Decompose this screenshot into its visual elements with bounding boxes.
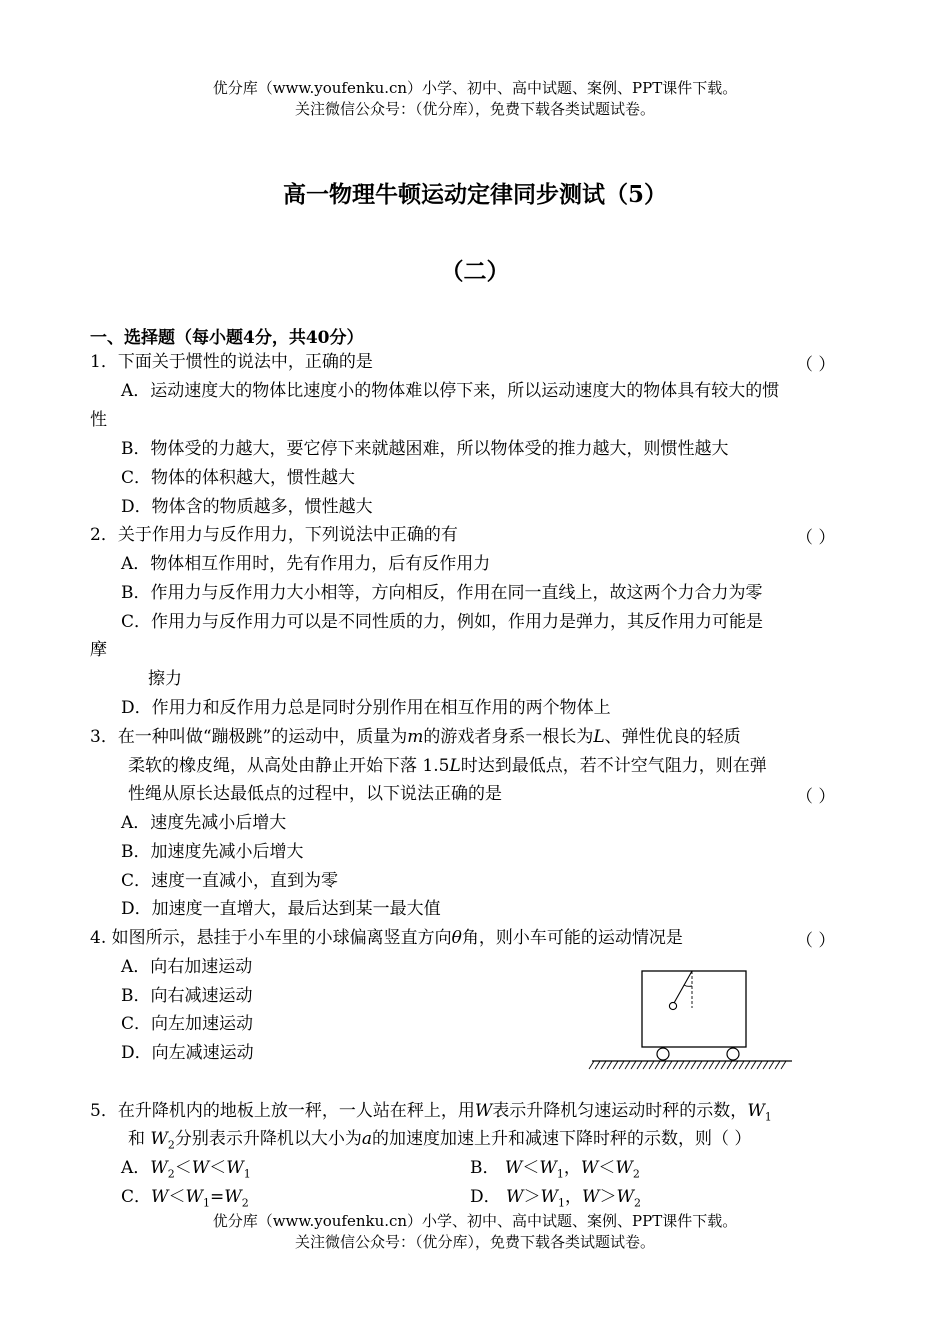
q3-option-b: B．加速度先减小后增大 <box>121 842 304 862</box>
var-W: W <box>504 1158 523 1178</box>
hatch-mark <box>637 1061 642 1069</box>
hatch-mark <box>649 1061 654 1069</box>
q5-var-a: a <box>361 1129 373 1149</box>
q5-text: 分别表示升降机以大小为 <box>174 1129 362 1149</box>
cart-pendulum-figure <box>588 966 798 1078</box>
q3-stem-line-1 <box>90 725 741 749</box>
hatch-mark <box>733 1061 738 1069</box>
hatch-mark <box>601 1061 606 1069</box>
q3-option-a: A．速度先减小后增大 <box>121 813 287 833</box>
q1-option-b: B．物体受的力越大，要它停下来就越困难，所以物体受的推力越大，则惯性越大 <box>121 439 729 459</box>
q5-stem-line-2 <box>128 1127 751 1157</box>
less-than: ＜ <box>174 1158 192 1178</box>
q5-sub-2: 2 <box>167 1138 175 1152</box>
option-label: B． <box>470 1158 500 1178</box>
less-than: ＜ <box>168 1187 186 1207</box>
cart-wheel-right <box>727 1048 739 1060</box>
q5-var-W1: W <box>747 1101 765 1121</box>
hatch-mark <box>715 1061 720 1069</box>
equals: = <box>209 1187 225 1207</box>
header-line-2: 关注微信公众号：（优分库），免费下载各类试题试卷。 <box>294 100 655 118</box>
q4-var-theta: θ <box>451 928 462 948</box>
q5-text: 和 <box>128 1129 145 1149</box>
var-W: W <box>150 1158 168 1178</box>
q2-stem: 2．关于作用力与反作用力，下列说法中正确的有 <box>90 525 458 545</box>
less-than: ＜ <box>598 1158 616 1178</box>
q1-answer-paren: （ ） <box>796 355 836 375</box>
hatch-mark <box>613 1061 618 1069</box>
q5-sub-1: 1 <box>764 1110 772 1124</box>
section-heading: 一、选择题（每小题4分，共40分） <box>90 328 364 348</box>
q4-answer-paren: （ ） <box>796 931 836 951</box>
q1-stem: 1．下面关于惯性的说法中，正确的是 <box>90 352 373 372</box>
var-W: W <box>191 1158 210 1178</box>
q5-var-W: W <box>474 1101 493 1121</box>
hatch-mark <box>643 1061 648 1069</box>
sub-2: 2 <box>167 1167 175 1181</box>
q2-option-c-cont: 摩 <box>90 640 107 660</box>
q3-var-m: m <box>407 727 424 747</box>
theta-angle-arc <box>684 985 692 986</box>
hatch-mark <box>697 1061 702 1069</box>
footer-line-1: 优分库（www.youfenku.cn）小学、初中、高中试题、案例、PPT课件下载。 <box>212 1212 738 1230</box>
comma: ， <box>563 1158 581 1178</box>
sub-1: 1 <box>243 1167 251 1181</box>
hatch-mark <box>679 1061 684 1069</box>
var-W: W <box>582 1187 600 1207</box>
cart-body <box>642 971 746 1047</box>
q4-text: 角，则小车可能的运动情况是 <box>461 928 683 948</box>
hatch-mark <box>667 1061 672 1069</box>
cart-wheel-left <box>657 1048 669 1060</box>
pendulum-ball <box>669 1002 676 1009</box>
hatch-mark <box>775 1061 780 1069</box>
hatch-mark <box>721 1061 726 1069</box>
hatch-mark <box>631 1061 636 1069</box>
sub-1: 1 <box>202 1196 210 1210</box>
hatch-mark <box>595 1061 600 1069</box>
hatch-mark <box>727 1061 732 1069</box>
var-W: W <box>185 1187 203 1207</box>
q3-var-L: L <box>593 727 605 747</box>
hatch-mark <box>673 1061 678 1069</box>
greater-than: ＞ <box>523 1187 541 1207</box>
q5-text: 表示升降机匀速运动时秤的示数， <box>492 1101 748 1121</box>
q2-option-c-cont2: 擦力 <box>148 669 182 689</box>
hatch-mark <box>769 1061 774 1069</box>
var-W: W <box>540 1187 559 1207</box>
q5-text: 5．在升降机内的地板上放一秤，一人站在秤上，用 <box>90 1101 475 1121</box>
ground-hatching <box>589 1061 786 1069</box>
var-W: W <box>151 1187 169 1207</box>
q3-stem-line-2 <box>128 754 767 778</box>
title-suffix: 同步测试（5） <box>512 181 667 208</box>
q3-option-c: C．速度一直减小，直到为零 <box>121 871 339 891</box>
sub-2: 2 <box>632 1167 640 1181</box>
hatch-mark <box>691 1061 696 1069</box>
hatch-mark <box>757 1061 762 1069</box>
hatch-mark <box>685 1061 690 1069</box>
sub-2: 2 <box>633 1196 641 1210</box>
title-prefix: 高一物理 <box>282 181 375 208</box>
hatch-mark <box>607 1061 612 1069</box>
option-label: C． <box>121 1187 152 1207</box>
var-W: W <box>539 1158 557 1178</box>
q5-text: 的加速度加速上升和减速下降时秤的示数，则（ ） <box>372 1129 752 1149</box>
q4-option-d: D．向左减速运动 <box>121 1043 254 1063</box>
sub-1: 1 <box>556 1167 564 1181</box>
option-label: D． <box>470 1187 501 1207</box>
footer-line-2: 关注微信公众号：（优分库），免费下载各类试题试卷。 <box>294 1233 655 1251</box>
hatch-mark <box>703 1061 708 1069</box>
q4-option-b: B．向右减速运动 <box>121 986 253 1006</box>
q1-option-c: C．物体的体积越大，惯性越大 <box>121 468 356 488</box>
hatch-mark <box>625 1061 630 1069</box>
less-than: ＜ <box>209 1158 227 1178</box>
option-label: A． <box>121 1158 151 1178</box>
q2-answer-paren: （ ） <box>796 528 836 548</box>
sub-1: 1 <box>558 1196 566 1210</box>
q5-option-b <box>470 1156 640 1186</box>
q4-option-a: A．向右加速运动 <box>121 957 253 977</box>
hatch-mark <box>781 1061 786 1069</box>
hatch-mark <box>763 1061 768 1069</box>
page-title <box>0 176 950 209</box>
header-line-1: 优分库（www.youfenku.cn）小学、初中、高中试题、案例、PPT课件下载。 <box>212 79 738 97</box>
q2-option-c: C．作用力与反作用力可以是不同性质的力，例如，作用力是弹力，其反作用力可能是 <box>121 612 764 632</box>
var-W: W <box>226 1158 244 1178</box>
hatch-mark <box>745 1061 750 1069</box>
greater-than: ＞ <box>599 1187 617 1207</box>
var-W: W <box>506 1187 524 1207</box>
q5-stem-line-1 <box>90 1099 772 1129</box>
q3-text: 的游戏者身系一根长为 <box>423 727 594 747</box>
q3-var-L: L <box>449 756 461 776</box>
comma: ， <box>565 1187 583 1207</box>
less-than: ＜ <box>522 1158 540 1178</box>
hatch-mark <box>739 1061 744 1069</box>
q4-stem <box>90 926 683 950</box>
hatch-mark <box>655 1061 660 1069</box>
q2-option-a: A．物体相互作用时，先有作用力，后有反作用力 <box>121 554 491 574</box>
var-W: W <box>224 1187 242 1207</box>
pendulum-string <box>674 971 692 1003</box>
q1-option-d: D．物体含的物质越多，惯性越大 <box>121 497 373 517</box>
q1-option-a-cont: 性 <box>90 410 107 430</box>
q3-text: 、弹性优良的轻质 <box>604 727 741 747</box>
q4-option-c: C．向左加速运动 <box>121 1014 254 1034</box>
q3-option-d: D．加速度一直增大，最后达到某一最大值 <box>121 899 441 919</box>
q3-text: 柔软的橡皮绳，从高处由静止开始下落 1.5 <box>128 756 450 776</box>
title-bold: 牛顿运动定律 <box>374 182 513 208</box>
var-W: W <box>580 1158 599 1178</box>
var-W: W <box>616 1187 634 1207</box>
hatch-mark <box>619 1061 624 1069</box>
q3-text: 时达到最低点，若不计空气阻力，则在弹 <box>460 756 767 776</box>
hatch-mark <box>751 1061 756 1069</box>
hatch-mark <box>709 1061 714 1069</box>
q5-var-W2: W <box>150 1129 168 1149</box>
hatch-mark <box>661 1061 666 1069</box>
hatch-mark <box>589 1061 594 1069</box>
q2-option-b: B．作用力与反作用力大小相等，方向相反，作用在同一直线上，故这两个力合力为零 <box>121 583 763 603</box>
sub-2: 2 <box>241 1196 249 1210</box>
q5-option-a <box>121 1156 251 1186</box>
q3-answer-paren: （ ） <box>796 787 836 807</box>
q3-text: 3．在一种叫做“蹦极跳”的运动中，质量为 <box>90 727 408 747</box>
q2-option-d: D．作用力和反作用力总是同时分别作用在相互作用的两个物体上 <box>121 698 611 718</box>
page-subtitle: （二） <box>440 259 510 285</box>
q1-option-a: A．运动速度大的物体比速度小的物体难以停下来，所以运动速度大的物体具有较大的惯 <box>121 381 780 401</box>
q4-text: 4. 如图所示，悬挂于小车里的小球偏离竖直方向 <box>90 928 452 948</box>
var-W: W <box>615 1158 633 1178</box>
q3-stem-line-3: 性绳从原长达最低点的过程中，以下说法正确的是 <box>128 784 502 804</box>
